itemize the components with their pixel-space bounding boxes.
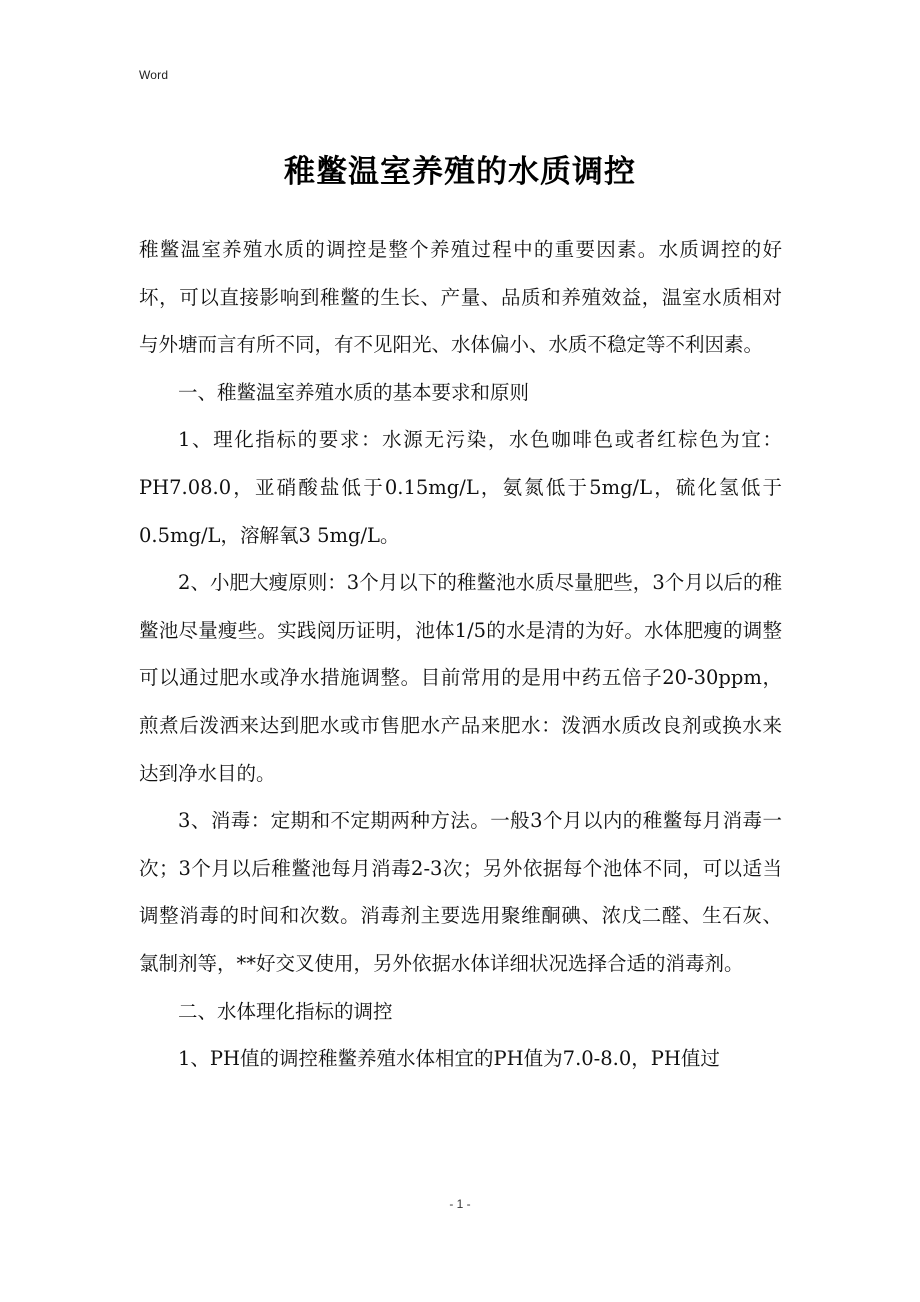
paragraph-item-2-1: 1、PH值的调控稚鳖养殖水体相宜的PH值为7.0-8.0，PH值过 [178, 1047, 720, 1071]
section-heading-2: 二、水体理化指标的调控 [178, 999, 393, 1023]
section-heading-1: 一、稚鳖温室养殖水质的基本要求和原则 [178, 380, 530, 404]
paragraph-item-1-2: 2、小肥大瘦原则：3个月以下的稚鳖池水质尽量肥些，3个月以后的稚鳖池尽量瘦些。实践阅历证明，池体1/5的水是清的为好。水体肥瘦的调整可以通过肥水或净水措施调整。目前常用的是用中药五倍子20-30ppm，煎煮后泼洒来达到肥水或市售肥水产品来肥水：泼洒水质改良剂或换水来达到净水目的。 [139, 571, 782, 785]
paragraph-item-1-1: 1、理化指标的要求：水源无污染，水色咖啡色或者红棕色为宜：PH7.08.0，亚硝酸盐低于0.15mg/L，氨氮低于5mg/L，硫化氢低于0.5mg/L，溶解氧3 5mg/L。 [139, 428, 782, 547]
header-label: Word [139, 68, 169, 82]
document-title: 稚鳖温室养殖的水质调控 [284, 154, 636, 190]
paragraph-intro: 稚鳖温室养殖水质的调控是整个养殖过程中的重要因素。水质调控的好坏，可以直接影响到稚鳖的生长、产量、品质和养殖效益，温室水质相对与外塘而言有所不同，有不见阳光、水体偏小、水质不稳定等不利因素。 [139, 238, 782, 357]
paragraph-item-1-3: 3、消毒：定期和不定期两种方法。一般3个月以内的稚鳖每月消毒一次；3个月以后稚鳖池每月消毒2-3次；另外依据每个池体不同，可以适当调整消毒的时间和次数。消毒剂主要选用聚维酮碘、浓戊二醛、生石灰、氯制剂等，**好交叉使用，另外依据水体详细状况选择合适的消毒剂。 [139, 809, 782, 975]
document-body [139, 226, 782, 1083]
page-number: - 1 - [449, 1197, 471, 1211]
